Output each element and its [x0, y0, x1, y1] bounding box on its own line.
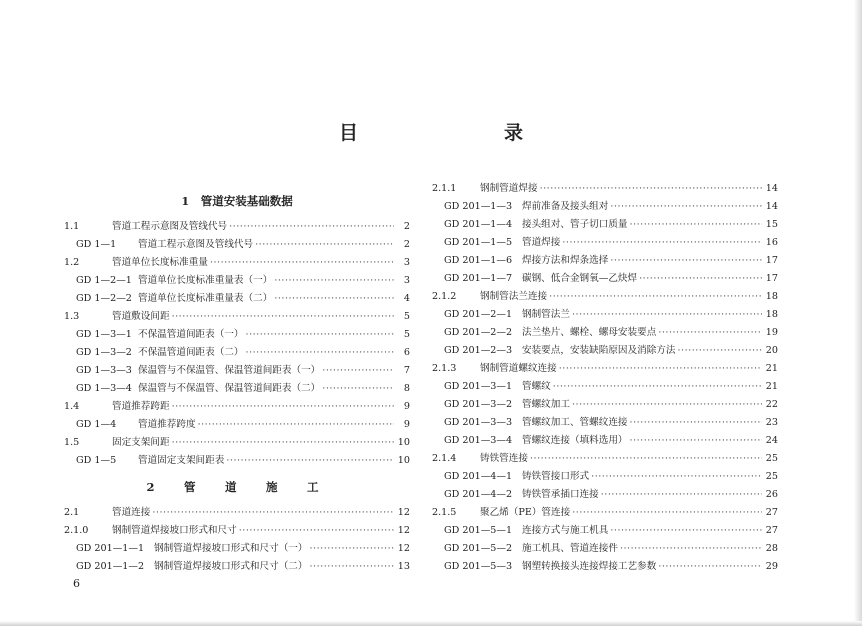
toc-entry[interactable] — [432, 216, 778, 234]
toc-entry[interactable] — [64, 522, 410, 540]
toc-entry[interactable] — [64, 416, 410, 434]
toc-entry-page: 21 — [765, 363, 778, 374]
toc-entry[interactable] — [64, 236, 410, 254]
toc-entry[interactable] — [64, 452, 410, 470]
toc-leader-dots — [255, 236, 394, 254]
toc-entry-code: 1.5 — [64, 437, 80, 448]
toc-list-right — [432, 180, 778, 576]
toc-entry-page: 3 — [403, 275, 410, 286]
toc-entry-page: 28 — [765, 543, 778, 554]
toc-entry-page: 20 — [765, 345, 778, 356]
toc-leader-dots — [210, 254, 394, 272]
toc-entry-page: 25 — [765, 453, 778, 464]
toc-entry-code: GD 201—1—2 — [76, 561, 145, 572]
toc-entry-code: GD 201—1—4 — [444, 219, 513, 230]
toc-entry[interactable] — [432, 378, 778, 396]
section-heading-1: 1 管道安装基础数据 — [181, 194, 293, 208]
toc-leader-dots — [610, 198, 762, 216]
toc-entry-title: 铸铁管连接 — [480, 453, 528, 464]
toc-entry[interactable] — [64, 308, 410, 326]
toc-entry-code: 1.3 — [64, 311, 80, 322]
toc-entry[interactable] — [432, 504, 778, 522]
toc-leader-dots — [572, 396, 762, 414]
section-heading-2: 2 管 道 施 工 — [146, 480, 328, 494]
toc-entry-page: 14 — [765, 183, 778, 194]
toc-entry-code: GD 201—1—3 — [444, 201, 513, 212]
toc-entry-page: 17 — [765, 273, 778, 284]
toc-entry[interactable] — [432, 486, 778, 504]
toc-entry-title: 保温管与不保温管、保温管道间距表（一） — [138, 365, 321, 376]
toc-entry-page: 2 — [403, 221, 410, 232]
toc-entry-page: 14 — [765, 201, 778, 212]
toc-leader-dots — [591, 468, 762, 486]
toc-entry-page: 12 — [397, 543, 410, 554]
toc-entry-code: GD 201—4—2 — [444, 489, 513, 500]
toc-entry-code: 1.1 — [64, 221, 80, 232]
toc-leader-dots — [562, 234, 762, 252]
toc-leader-dots — [246, 344, 394, 362]
toc-entry[interactable] — [432, 414, 778, 432]
toc-leader-dots — [658, 324, 762, 342]
toc-entry[interactable] — [64, 380, 410, 398]
toc-entry-code: GD 201—3—4 — [444, 435, 513, 446]
toc-entry-code: 2.1 — [64, 507, 80, 518]
toc-entry-title: 钢制管道螺纹连接 — [480, 363, 557, 374]
toc-entry-title: 连接方式与施工机具 — [522, 525, 609, 536]
toc-entry-title: 管道推荐跨度 — [138, 419, 196, 430]
toc-leader-dots — [630, 432, 762, 450]
toc-entry-title: 钢制管道焊接 — [480, 183, 538, 194]
page-edge-bottom — [0, 621, 862, 626]
toc-entry-page: 3 — [403, 257, 410, 268]
toc-entry[interactable] — [64, 558, 410, 576]
toc-entry-title: 管道单位长度标准重量表（一） — [138, 275, 273, 286]
page-number: 6 — [73, 577, 80, 590]
toc-entry-code: GD 201—5—2 — [444, 543, 513, 554]
toc-entry-code: 2.1.2 — [432, 291, 457, 302]
toc-entry-title: 钢制管道焊接坡口形式和尺寸 — [112, 525, 237, 536]
toc-entry[interactable] — [432, 396, 778, 414]
toc-leader-dots — [322, 362, 394, 380]
toc-entry[interactable] — [432, 252, 778, 270]
toc-list-section-2 — [64, 504, 410, 576]
toc-entry-page: 9 — [403, 419, 410, 430]
toc-entry-title: 保温管与不保温管、保温管道间距表（二） — [138, 383, 321, 394]
toc-entry-title: 焊前准备及接头组对 — [522, 201, 609, 212]
toc-entry-page: 18 — [765, 309, 778, 320]
toc-entry-code: GD 1—2—1 — [76, 275, 132, 286]
toc-entry-code: GD 201—3—1 — [444, 381, 513, 392]
toc-entry-title: 管道连接 — [112, 507, 151, 518]
toc-entry-page: 16 — [765, 237, 778, 248]
toc-entry[interactable] — [64, 540, 410, 558]
toc-entry[interactable] — [64, 398, 410, 416]
toc-entry-page: 10 — [397, 455, 410, 466]
toc-leader-dots — [658, 558, 762, 576]
toc-entry[interactable] — [64, 218, 410, 236]
toc-entry-title: 管道焊接 — [522, 237, 561, 248]
page-edge-right — [854, 0, 862, 626]
toc-entry-code: GD 201—1—6 — [444, 255, 513, 266]
toc-entry-code: GD 1—3—2 — [76, 347, 132, 358]
toc-entry[interactable] — [64, 434, 410, 452]
toc-entry[interactable] — [432, 306, 778, 324]
toc-leader-dots — [310, 540, 395, 558]
toc-leader-dots — [601, 486, 762, 504]
toc-entry-page: 15 — [765, 219, 778, 230]
toc-leader-dots — [549, 288, 762, 306]
toc-entry[interactable] — [64, 362, 410, 380]
toc-leader-dots — [559, 360, 762, 378]
toc-entry-page: 5 — [403, 329, 410, 340]
toc-entry-title: 聚乙烯（PE）管连接 — [480, 507, 571, 518]
toc-entry-page: 18 — [765, 291, 778, 302]
toc-entry-title: 不保温管道间距表（二） — [138, 347, 244, 358]
toc-entry-page: 29 — [765, 561, 778, 572]
toc-entry-title: 管螺纹加工 — [522, 399, 570, 410]
toc-entry-title: 管道敷设间距 — [112, 311, 170, 322]
toc-leader-dots — [630, 414, 762, 432]
toc-entry-code: 2.1.3 — [432, 363, 457, 374]
toc-leader-dots — [678, 342, 763, 360]
toc-entry-code: 2.1.0 — [64, 525, 89, 536]
toc-entry-page: 27 — [765, 507, 778, 518]
toc-entry[interactable] — [432, 522, 778, 540]
toc-entry-title: 铸铁管接口形式 — [522, 471, 590, 482]
toc-entry[interactable] — [432, 324, 778, 342]
toc-leader-dots — [310, 558, 395, 576]
toc-leader-dots — [610, 252, 762, 270]
toc-entry-code: GD 201—4—1 — [444, 471, 513, 482]
toc-entry-page: 17 — [765, 255, 778, 266]
toc-entry-code: 2.1.1 — [432, 183, 457, 194]
toc-entry[interactable] — [64, 272, 410, 290]
toc-entry[interactable] — [64, 254, 410, 272]
toc-leader-dots — [553, 378, 762, 396]
toc-leader-dots — [274, 272, 394, 290]
toc-leader-dots — [639, 270, 762, 288]
toc-entry-title: 施工机具、管道连接件 — [522, 543, 618, 554]
toc-entry-code: 1.4 — [64, 401, 80, 412]
toc-entry-code: 1.2 — [64, 257, 80, 268]
toc-leader-dots — [239, 522, 394, 540]
toc-entry[interactable] — [432, 234, 778, 252]
toc-entry-code: GD 201—1—7 — [444, 273, 513, 284]
toc-leader-dots — [630, 216, 762, 234]
toc-entry-title: 管道工程示意图及管线代号 — [138, 239, 254, 250]
toc-entry-title: 焊接方法和焊条选择 — [522, 255, 609, 266]
toc-entry[interactable] — [432, 432, 778, 450]
toc-leader-dots — [226, 452, 394, 470]
toc-entry-code: GD 1—2—2 — [76, 293, 132, 304]
toc-entry[interactable] — [64, 326, 410, 344]
toc-entry-page: 12 — [397, 525, 410, 536]
toc-leader-dots — [198, 416, 394, 434]
toc-leader-dots — [322, 380, 394, 398]
toc-entry[interactable] — [64, 290, 410, 308]
toc-entry-page: 5 — [403, 311, 410, 322]
toc-entry-page: 19 — [765, 327, 778, 338]
toc-entry-code: 2.1.5 — [432, 507, 457, 518]
toc-entry-title: 管道推荐跨距 — [112, 401, 170, 412]
toc-entry-title: 接头组对、管子切口质量 — [522, 219, 628, 230]
toc-entry-title: 钢制管法兰 — [522, 309, 570, 320]
toc-entry[interactable] — [432, 468, 778, 486]
toc-entry-page: 22 — [765, 399, 778, 410]
toc-entry-page: 7 — [403, 365, 410, 376]
toc-entry-code: GD 201—2—2 — [444, 327, 513, 338]
toc-entry-title: 管道固定支架间距表 — [138, 455, 225, 466]
toc-entry-page: 26 — [765, 489, 778, 500]
toc-entry-title: 管道单位长度标准重量表（二） — [138, 293, 273, 304]
toc-entry-title: 钢制管道焊接坡口形式和尺寸（二） — [154, 561, 308, 572]
toc-entry-title: 钢塑转换接头连接焊接工艺参数 — [522, 561, 657, 572]
toc-entry-title: 管螺纹连接（填料选用） — [522, 435, 628, 446]
toc-entry-title: 固定支架间距 — [112, 437, 170, 448]
toc-entry-title: 管螺纹加工、管螺纹连接 — [522, 417, 628, 428]
toc-entry-code: GD 1—3—4 — [76, 383, 132, 394]
toc-entry-title: 管道单位长度标准重量 — [112, 257, 208, 268]
toc-leader-dots — [610, 522, 762, 540]
toc-entry-title: 法兰垫片、螺栓、螺母安装要点 — [522, 327, 657, 338]
toc-entry-code: GD 1—3—1 — [76, 329, 132, 340]
toc-entry-code: 2.1.4 — [432, 453, 457, 464]
toc-entry-page: 27 — [765, 525, 778, 536]
toc-entry-page: 23 — [765, 417, 778, 428]
toc-entry[interactable] — [432, 450, 778, 468]
toc-entry-code: GD 201—2—3 — [444, 345, 513, 356]
toc-entry[interactable] — [64, 504, 410, 522]
toc-entry-page: 12 — [397, 507, 410, 518]
toc-entry-title: 管道工程示意图及管线代号 — [112, 221, 228, 232]
toc-leader-dots — [152, 504, 394, 522]
toc-entry[interactable] — [432, 342, 778, 360]
toc-entry-page: 24 — [765, 435, 778, 446]
toc-leader-dots — [620, 540, 762, 558]
toc-entry-code: GD 1—4 — [76, 419, 117, 430]
toc-entry-title: 碳钢、低合金钢氧—乙炔焊 — [522, 273, 638, 284]
toc-entry-page: 21 — [765, 381, 778, 392]
toc-entry[interactable] — [432, 558, 778, 576]
toc-entry-page: 25 — [765, 471, 778, 482]
toc-entry-title: 安装要点，安装缺陷原因及消除方法 — [522, 345, 676, 356]
toc-entry-code: GD 201—5—3 — [444, 561, 513, 572]
toc-entry-page: 2 — [403, 239, 410, 250]
toc-entry[interactable] — [432, 270, 778, 288]
toc-entry-title: 管螺纹 — [522, 381, 551, 392]
toc-entry[interactable] — [432, 198, 778, 216]
toc-entry-title: 钢制管道焊接坡口形式和尺寸（一） — [154, 543, 308, 554]
toc-entry-page: 10 — [397, 437, 410, 448]
toc-entry[interactable] — [432, 288, 778, 306]
toc-entry[interactable] — [64, 344, 410, 362]
toc-entry-page: 8 — [403, 383, 410, 394]
toc-list-section-1 — [64, 218, 410, 470]
toc-entry-title: 钢制管法兰连接 — [480, 291, 548, 302]
toc-leader-dots — [530, 450, 762, 468]
page-title: 目 录 — [338, 122, 559, 144]
toc-leader-dots — [572, 504, 762, 522]
toc-leader-dots — [229, 218, 394, 236]
toc-leader-dots — [246, 326, 394, 344]
toc-entry-code: GD 201—1—5 — [444, 237, 513, 248]
toc-entry[interactable] — [432, 540, 778, 558]
toc-entry-title: 铸铁管承插口连接 — [522, 489, 599, 500]
toc-entry-page: 6 — [403, 347, 410, 358]
toc-left-column — [64, 190, 410, 576]
toc-entry-code: GD 201—1—1 — [76, 543, 145, 554]
toc-leader-dots — [172, 434, 394, 452]
toc-entry-page: 4 — [403, 293, 410, 304]
toc-leader-dots — [172, 398, 394, 416]
toc-entry-code: GD 201—2—1 — [444, 309, 513, 320]
toc-leader-dots — [274, 290, 394, 308]
toc-leader-dots — [540, 180, 762, 198]
toc-right-column — [432, 180, 778, 576]
toc-entry-code: GD 1—5 — [76, 455, 117, 466]
toc-entry-title: 不保温管道间距表（一） — [138, 329, 244, 340]
toc-entry-code: GD 201—3—2 — [444, 399, 513, 410]
toc-entry-page: 9 — [403, 401, 410, 412]
toc-entry-code: GD 201—3—3 — [444, 417, 513, 428]
toc-entry-page: 13 — [397, 561, 410, 572]
toc-entry[interactable] — [432, 360, 778, 378]
toc-leader-dots — [172, 308, 394, 326]
toc-entry-code: GD 1—3—3 — [76, 365, 132, 376]
toc-leader-dots — [572, 306, 762, 324]
toc-entry-code: GD 1—1 — [76, 239, 117, 250]
toc-entry[interactable] — [432, 180, 778, 198]
toc-entry-code: GD 201—5—1 — [444, 525, 513, 536]
